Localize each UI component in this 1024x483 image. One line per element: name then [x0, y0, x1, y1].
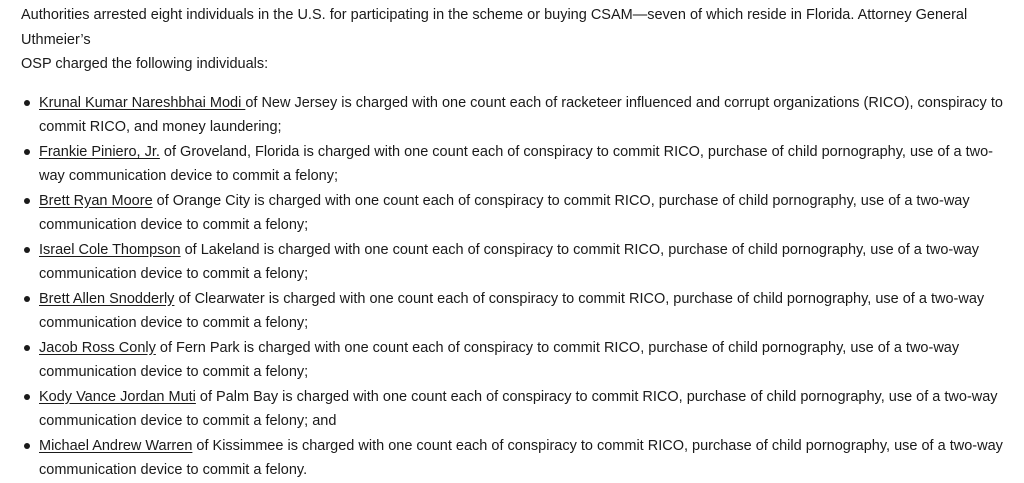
intro-line-2: OSP charged the following individuals:	[21, 56, 269, 72]
bullet-icon	[24, 394, 30, 400]
person-link[interactable]: Brett Allen Snodderly	[39, 290, 175, 307]
bullet-icon	[24, 100, 30, 106]
person-link[interactable]: Brett Ryan Moore	[39, 192, 153, 209]
person-link[interactable]: Frankie Piniero, Jr.	[39, 143, 160, 160]
charge-item	[21, 287, 1016, 336]
bullet-icon	[24, 247, 30, 253]
bullet-icon	[24, 149, 30, 155]
person-link[interactable]: Krunal Kumar Nareshbhai Modi	[39, 94, 246, 111]
charge-text: of Clearwater is charged with one count each of conspiracy to commit RICO, purchase of child pornography, use of a two-way communication device to commit a felony;	[39, 290, 985, 331]
intro-line-1: Authorities arrested eight individuals in the U.S. for participating in the scheme or buying CSAM—seven of which reside in Florida. Attorney General Uthmeier’s	[21, 7, 968, 48]
charge-text: of New Jersey is charged with one count each of racketeer influenced and corrupt organizations (RICO), conspiracy to commit RICO, and money laundering;	[39, 94, 1003, 135]
charge-item	[21, 336, 1016, 385]
person-link[interactable]: Israel Cole Thompson	[39, 241, 181, 258]
person-link[interactable]: Kody Vance Jordan Muti	[39, 388, 196, 405]
charge-item	[21, 140, 1016, 189]
charge-text: of Orange City is charged with one count each of conspiracy to commit RICO, purchase of child pornography, use of a two-way communication device to commit a felony;	[39, 192, 970, 233]
charge-item	[21, 385, 1016, 434]
charge-text: of Kissimmee is charged with one count each of conspiracy to commit RICO, purchase of child pornography, use of a two-way communication device to commit a felony.	[39, 437, 1003, 478]
person-link[interactable]: Jacob Ross Conly	[39, 339, 156, 356]
bullet-icon	[24, 198, 30, 204]
bullet-icon	[24, 296, 30, 302]
charge-text: of Lakeland is charged with one count each of conspiracy to commit RICO, purchase of child pornography, use of a two-way communication device to commit a felony;	[39, 241, 980, 282]
charge-item	[21, 434, 1016, 483]
charge-item	[21, 238, 1016, 287]
bullet-icon	[24, 443, 30, 449]
charge-text: of Groveland, Florida is charged with one count each of conspiracy to commit RICO, purchase of child pornography, use of a two-way communication device to commit a felony;	[39, 143, 993, 184]
charge-item	[21, 189, 1016, 238]
intro-paragraph	[21, 3, 1016, 77]
charge-text: of Fern Park is charged with one count each of conspiracy to commit RICO, purchase of child pornography, use of a two-way communication device to commit a felony;	[39, 339, 960, 380]
charges-list	[21, 91, 1016, 483]
charge-item	[21, 91, 1016, 140]
charge-text: of Palm Bay is charged with one count each of conspiracy to commit RICO, purchase of child pornography, use of a two-way communication device to commit a felony; and	[39, 388, 998, 429]
person-link[interactable]: Michael Andrew Warren	[39, 437, 193, 454]
bullet-icon	[24, 345, 30, 351]
